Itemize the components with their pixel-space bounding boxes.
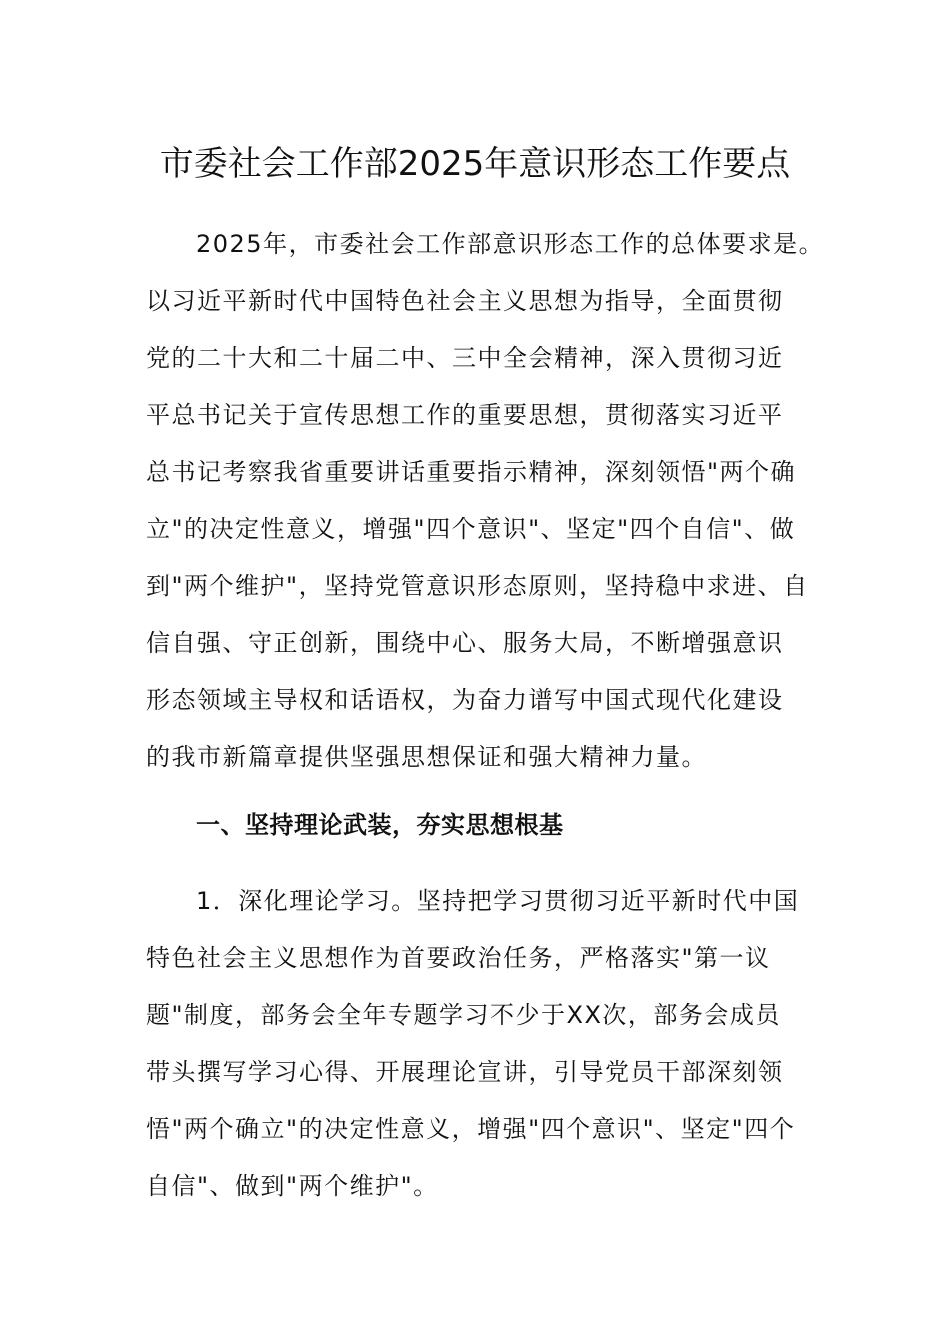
intro-line: 信自强、守正创新，围绕中心、服务大局，不断增强意识 (146, 629, 784, 657)
intro-line: 形态领域主导权和话语权，为奋力谱写中国式现代化建设 (146, 686, 784, 714)
item-line: 特色社会主义思想作为首要政治任务，严格落实"第一议 (146, 944, 771, 972)
intro-line: 以习近平新时代中国特色社会主义思想为指导，全面贯彻 (146, 287, 784, 315)
item-line: 悟"两个确立"的决定性意义，增强"四个意识"、坚定"四个 (146, 1115, 796, 1143)
section-heading: 一、坚持理论武装，夯实思想根基 (196, 811, 564, 839)
item-line: 1．深化理论学习。坚持把学习贯彻习近平新时代中国 (196, 887, 800, 915)
intro-line: 立"的决定性意义，增强"四个意识"、坚定"四个自信"、做 (146, 515, 796, 543)
intro-line: 到"两个维护"，坚持党管意识形态原则，坚持稳中求进、自 (146, 572, 809, 600)
item-line: 自信"、做到"两个维护"。 (146, 1172, 439, 1200)
item-line: 题"制度，部务会全年专题学习不少于XX次，部务会成员 (146, 1001, 781, 1029)
intro-line: 2025年，市委社会工作部意识形态工作的总体要求是。 (196, 230, 825, 258)
document-title: 市委社会工作部2025年意识形态工作要点 (159, 144, 791, 184)
intro-line: 的我市新篇章提供坚强思想保证和强大精神力量。 (146, 743, 707, 771)
intro-line: 总书记考察我省重要讲话重要指示精神，深刻领悟"两个确 (146, 458, 797, 486)
intro-line: 平总书记关于宣传思想工作的重要思想，贯彻落实习近平 (146, 401, 784, 429)
item-line: 带头撰写学习心得、开展理论宣讲，引导党员干部深刻领 (146, 1058, 784, 1086)
intro-line: 党的二十大和二十届二中、三中全会精神，深入贯彻习近 (146, 344, 784, 372)
